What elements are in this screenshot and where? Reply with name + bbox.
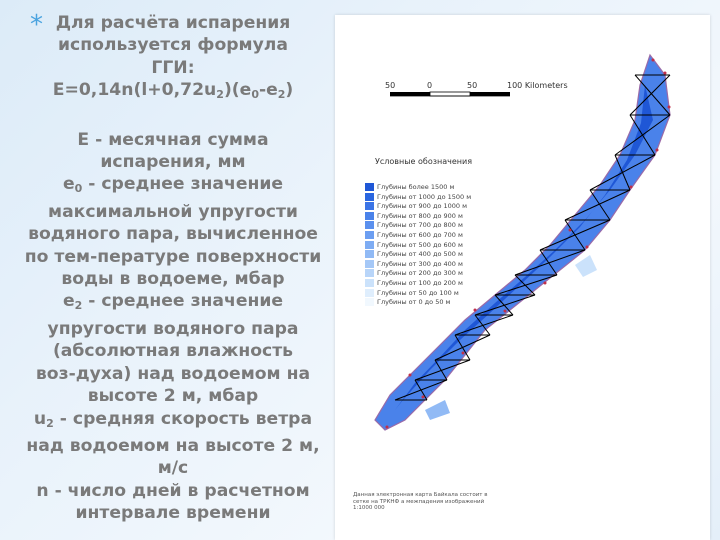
definition-e2: воз-духа) над водоемом на [35,363,311,384]
definition-e0: воды в водоеме, мбар [61,269,285,290]
definition-e0: водяного пара, вычисленное [28,224,318,245]
title-line: ГГИ: [151,57,195,78]
legend-swatch [365,289,374,297]
formula: $E=0,14n(l+0,72u_2)(e_0-e_2)$ [52,80,294,102]
title-line: Для расчёта испарения [55,13,291,33]
legend-row [365,183,454,191]
legend-swatch [365,279,374,287]
legend-row [365,298,450,306]
legend-swatch [365,193,374,201]
definition-u2: $u_2$ - средняя скорость ветра [33,408,313,430]
legend-label: Глубины от 400 до 500 м [377,250,463,259]
legend-swatch [365,183,374,191]
definition-e2: $e_2$ - среднее значение [62,291,284,313]
legend-row [365,231,463,239]
scale-label: 50 [385,81,396,90]
definition-e2: упругости водяного пара [47,318,299,339]
legend-label: Глубины от 50 до 100 м [377,288,459,297]
scale-bar [390,92,510,96]
legend-label: Глубины от 300 до 400 м [377,259,463,268]
definition-e2: (абсолютная влажность [52,341,294,362]
legend-row [365,250,463,258]
legend-row [365,241,463,249]
slide-text [14,12,332,525]
legend-swatch [365,250,374,258]
legend-label: Глубины от 200 до 300 м [377,269,463,278]
legend-row [365,260,463,268]
definition-u2: м/с [157,458,189,479]
definition-E: испарения, мм [100,152,246,173]
legend-label: Глубины от 0 до 50 м [377,298,451,307]
scale-label: 50 [467,81,478,90]
legend-swatch [365,241,374,249]
map-footnote: Данная электронная карта Байкала состоит в сетке на ТРКНФ а межпадения изображений 1:1000 000 [353,492,488,511]
legend-row [365,279,463,287]
map-panel [335,15,710,540]
legend-label: Глубины от 100 до 200 м [377,279,463,287]
definition-n: интервале времени [75,503,271,524]
legend-label: Глубины от 900 до 1000 м [377,202,467,211]
legend-swatch [365,269,374,277]
legend-label: Глубины от 800 до 900 м [377,211,463,220]
definition-e0: по тем-пературе поверхности [24,246,322,267]
legend-row [365,269,463,277]
legend-row [365,221,463,229]
legend-title: Условные обозначения [375,157,473,166]
legend-label: Глубины от 500 до 600 м [377,240,463,249]
legend-swatch [365,202,374,210]
definition-n: n - число дней в расчетном [36,480,310,501]
bullet-mark: * [30,10,43,40]
legend-row [365,212,463,220]
legend-label: Глубины более 1500 м [377,183,455,191]
definition-u2: над водоемом на высоте 2 м, [26,435,320,456]
legend-swatch [365,298,374,306]
scale-label: 100 Kilometers [507,81,568,90]
definition-E: E - месячная сумма [77,129,269,150]
legend-label: Глубины от 600 до 700 м [377,231,463,239]
definition-e0: $e_0$ - среднее значение [62,174,284,196]
legend-swatch [365,231,374,239]
legend-label: Глубины от 700 до 800 м [377,221,463,230]
scale-label: 0 [427,81,433,90]
legend-swatch [365,221,374,229]
legend-swatch [365,260,374,268]
legend-swatch [365,212,374,220]
lake-map [335,15,710,540]
legend-label: Глубины от 1000 до 1500 м [377,192,472,201]
definition-e2: высоте 2 м, мбар [87,386,259,407]
definition-e0: максимальной упругости [48,201,298,222]
legend-row [365,193,471,201]
title-line: используется формула [58,35,288,56]
legend-row [365,289,459,297]
legend-row [365,202,467,210]
